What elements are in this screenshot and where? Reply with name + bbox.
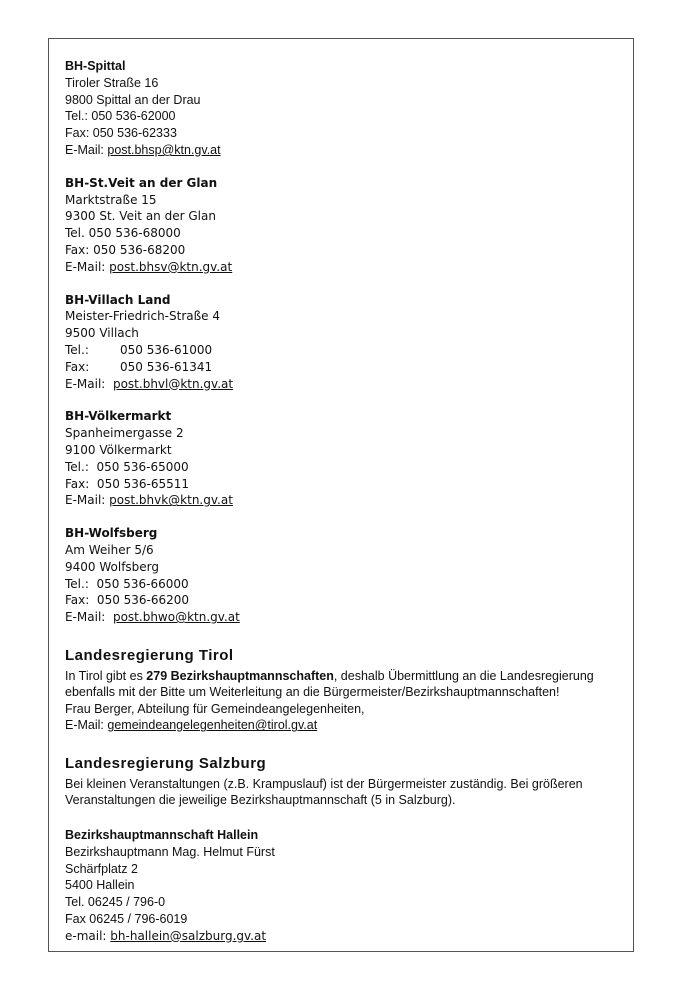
tel-value: 050 536-61000	[120, 342, 213, 357]
email-link[interactable]: post.bhvl@ktn.gv.at	[112, 376, 234, 391]
section-heading: Landesregierung Salzburg	[65, 754, 267, 772]
office-city: 9400 Wolfsberg	[65, 559, 160, 574]
section-tirol	[65, 646, 635, 734]
office-name: BH-Völkermarkt	[65, 409, 172, 424]
office-city: 5400 Hallein	[65, 878, 135, 893]
office-street: Marktstraße 15	[65, 192, 157, 207]
office-street: Tiroler Straße 16	[65, 75, 159, 90]
office-wolfsberg	[65, 525, 635, 626]
office-fax: Fax 06245 / 796-6019	[65, 911, 188, 926]
document-content	[65, 58, 635, 960]
paragraph-line	[65, 668, 635, 685]
office-spittal	[65, 58, 635, 159]
fax-label: Fax:	[65, 359, 90, 374]
office-tel: Tel. 06245 / 796-0	[65, 895, 166, 910]
office-st-veit	[65, 175, 635, 276]
section-heading: Landesregierung Tirol	[65, 646, 234, 664]
text: , deshalb Übermittlung an die Landesregierung	[333, 668, 594, 683]
bold-text: 279 Bezirkshauptmannschaften	[146, 668, 334, 683]
email-label: E-Mail:	[65, 376, 113, 391]
fax-value: 050 536-61341	[120, 359, 213, 374]
email-label: E-Mail:	[65, 142, 108, 157]
email-link[interactable]: post.bhsp@ktn.gv.at	[107, 142, 221, 157]
office-tel: Tel.: 050 536-65000	[65, 459, 189, 474]
office-fax: Fax: 050 536-66200	[65, 593, 190, 608]
email-label: E-Mail:	[65, 493, 110, 508]
email-link[interactable]: bh-hallein@salzburg.gv.at	[110, 928, 267, 943]
office-city: 9100 Völkermarkt	[65, 442, 172, 457]
email-label: E-Mail:	[65, 718, 108, 733]
tel-label: Tel.:	[65, 342, 89, 357]
paragraph-line: Frau Berger, Abteilung für Gemeindeangelegenheiten,	[65, 701, 365, 716]
office-email-row	[65, 928, 635, 945]
office-voelkermarkt	[65, 408, 635, 509]
office-street: Spanheimergasse 2	[65, 426, 184, 441]
office-fax	[65, 359, 635, 376]
office-email-row	[65, 376, 635, 393]
email-link[interactable]: post.bhsv@ktn.gv.at	[109, 259, 233, 274]
paragraph-line: Bei kleinen Veranstaltungen (z.B. Krampuslauf) ist der Bürgermeister zuständig. Bei größeren	[65, 776, 583, 791]
email-link[interactable]: gemeindeangelegenheiten@tirol.gv.at	[107, 718, 318, 733]
office-street: Meister-Friedrich-Straße 4	[65, 309, 221, 324]
office-fax: Fax: 050 536-65511	[65, 476, 190, 491]
office-person: Bezirkshauptmann Mag. Helmut Fürst	[65, 844, 275, 859]
email-row	[65, 717, 635, 734]
office-fax: Fax: 050 536-62333	[65, 126, 177, 141]
office-street: Am Weiher 5/6	[65, 542, 154, 557]
office-name: BH-Villach Land	[65, 292, 171, 307]
office-name: BH-St.Veit an der Glan	[65, 175, 218, 190]
office-name: BH-Wolfsberg	[65, 526, 158, 541]
office-name: BH-Spittal	[65, 59, 126, 73]
email-label: e-mail:	[65, 928, 111, 943]
paragraph-line: ebenfalls mit der Bitte um Weiterleitung an die Bürgermeister/Bezirkshauptmannschaften!	[65, 685, 560, 700]
office-tel: Tel.: 050 536-66000	[65, 576, 189, 591]
office-hallein	[65, 827, 635, 945]
office-name: Bezirkshauptmannschaft Hallein	[65, 827, 259, 842]
office-tel	[65, 342, 635, 359]
paragraph-line: Veranstaltungen die jeweilige Bezirkshauptmannschaft (5 in Salzburg).	[65, 793, 456, 808]
text: In Tirol gibt es	[65, 668, 147, 683]
email-link[interactable]: post.bhwo@ktn.gv.at	[112, 610, 240, 625]
office-tel: Tel. 050 536-68000	[65, 226, 181, 241]
office-city: 9300 St. Veit an der Glan	[65, 209, 216, 224]
office-email-row	[65, 609, 635, 626]
office-city: 9500 Villach	[65, 326, 139, 341]
office-tel: Tel.: 050 536-62000	[65, 109, 176, 124]
email-link[interactable]: post.bhvk@ktn.gv.at	[109, 493, 233, 508]
office-street: Schärfplatz 2	[65, 861, 138, 876]
office-villach-land	[65, 292, 635, 393]
office-city: 9800 Spittal an der Drau	[65, 92, 201, 107]
email-label: E-Mail:	[65, 259, 110, 274]
section-salzburg	[65, 754, 635, 809]
office-email-row	[65, 259, 635, 276]
office-email-row	[65, 492, 635, 509]
office-fax: Fax: 050 536-68200	[65, 242, 186, 257]
email-label: E-Mail:	[65, 610, 113, 625]
office-email-row	[65, 142, 635, 159]
